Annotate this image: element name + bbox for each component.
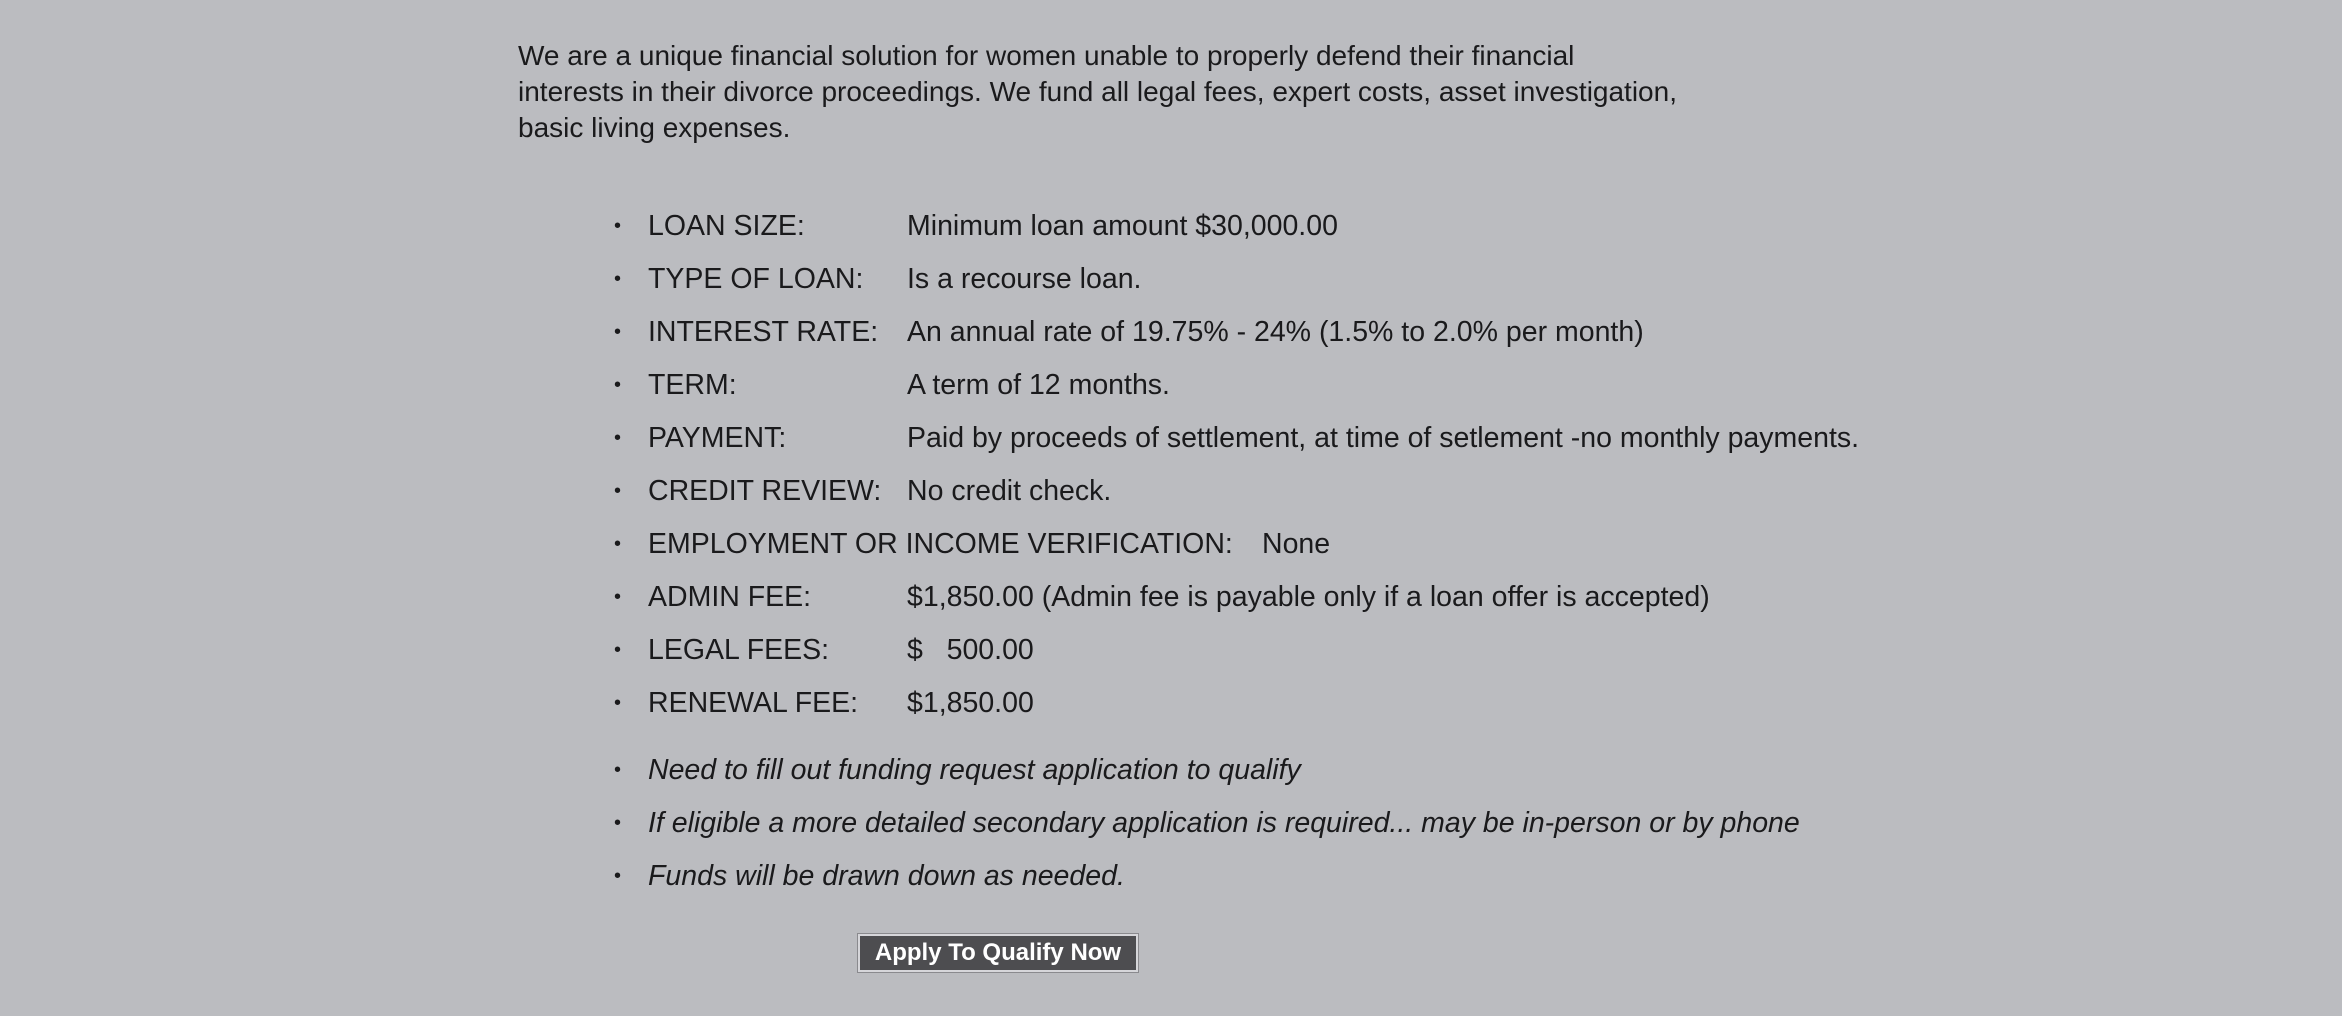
bullet-icon: • [614,759,622,781]
term-label: INTEREST RATE: [648,316,879,348]
bullet-icon: • [614,215,622,237]
bullet-icon: • [614,268,622,290]
term-value: None [1262,528,1331,560]
note-text: Need to fill out funding request application to qualify [648,754,1301,786]
term-value: A term of 12 months. [907,369,1170,401]
bullet-icon: • [614,321,622,343]
intro-line: We are a unique financial solution for women unable to properly defend their financial [518,40,1575,71]
bullet-icon: • [614,427,622,449]
term-value: Paid by proceeds of settlement, at time of setlement -no monthly payments. [907,422,1860,454]
term-value: An annual rate of 19.75% - 24% (1.5% to 2.0% per month) [907,316,1644,348]
bullet-icon: • [614,374,622,396]
term-value: No credit check. [907,475,1112,507]
term-label: RENEWAL FEE: [648,687,859,719]
bullet-icon: • [614,533,622,555]
apply-to-qualify-button[interactable]: Apply To Qualify Now [858,934,1138,972]
bullet-icon: • [614,586,622,608]
note-text: If eligible a more detailed secondary application is required... may be in-person or by phone [648,807,1800,839]
term-value: $1,850.00 (Admin fee is payable only if a loan offer is accepted) [907,581,1710,613]
term-label: ADMIN FEE: [648,581,812,613]
term-value: $ 500.00 [907,634,1034,666]
term-label: TYPE OF LOAN: [648,263,864,295]
term-label: LEGAL FEES: [648,634,830,666]
term-label: TERM: [648,369,737,401]
term-value: $1,850.00 [907,687,1034,719]
note-text: Funds will be drawn down as needed. [648,860,1125,892]
bullet-icon: • [614,692,622,714]
intro-line: basic living expenses. [518,112,791,143]
bullet-icon: • [614,639,622,661]
bullet-icon: • [614,865,622,887]
term-label: PAYMENT: [648,422,787,454]
term-value: Is a recourse loan. [907,263,1142,295]
intro-line: interests in their divorce proceedings. We fund all legal fees, expert costs, asset investigation, [518,76,1677,107]
term-label: CREDIT REVIEW: [648,475,882,507]
term-value: Minimum loan amount $30,000.00 [907,210,1338,242]
term-label: LOAN SIZE: [648,210,805,242]
bullet-icon: • [614,480,622,502]
intro-paragraph [518,38,1738,146]
bullet-icon: • [614,812,622,834]
term-label: EMPLOYMENT OR INCOME VERIFICATION: [648,528,1233,560]
